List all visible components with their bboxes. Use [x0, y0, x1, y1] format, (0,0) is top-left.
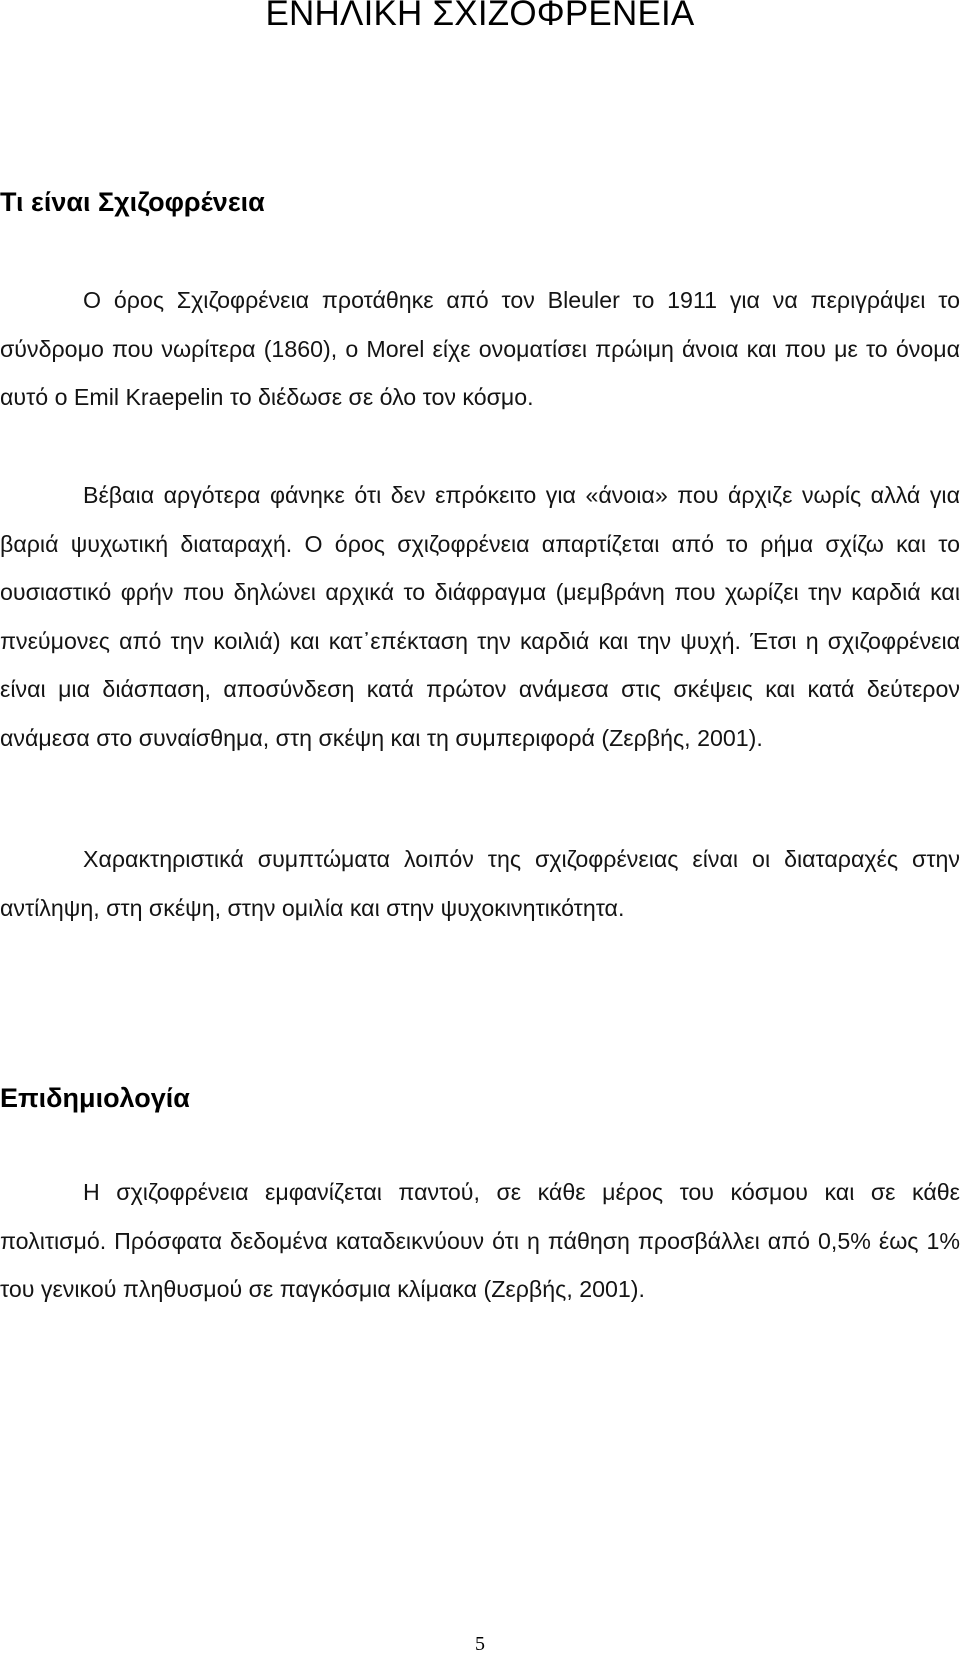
page-number: 5: [475, 1633, 485, 1655]
document-title: ΕΝΗΛΙΚΗ ΣΧΙΖΟΦΡΕΝΕΙΑ: [265, 0, 695, 33]
paragraph-definition-origin: Ο όρος Σχιζοφρένεια προτάθηκε από τον Bleuler το 1911 για να περιγράψει το σύνδρομο που νωρίτερα (1860), ο Morel είχε ονοματίσει πρώιμη άνοια και που με το όνομα αυτό ο Emil Kraepelin το διέδωσε σε όλο τον κόσμο.: [0, 287, 960, 411]
paragraph-epidemiology: Η σχιζοφρένεια εμφανίζεται παντού, σε κάθε μέρος του κόσμου και σε κάθε πολιτισμό. Πρόσφατα δεδομένα καταδεικνύουν ότι η πάθηση προσβάλλει από 0,5% έως 1% του γενικού πληθυσμού σε παγκόσμια κλίμακα (Ζερβής, 2001).: [0, 1179, 960, 1303]
paragraph-symptoms: Χαρακτηριστικά συμπτώματα λοιπόν της σχιζοφρένειας είναι οι διαταραχές στην αντίληψη, στη σκέψη, στην ομιλία και στην ψυχοκινητικότητα.: [0, 846, 960, 921]
section-heading-epidemiology: Επιδημιολογία: [0, 1083, 190, 1113]
paragraph-etymology: Βέβαια αργότερα φάνηκε ότι δεν επρόκειτο για «άνοια» που άρχιζε νωρίς αλλά για βαριά ψυχωτική διαταραχή. Ο όρος σχιζοφρένεια απαρτίζεται από το ρήμα σχίζω και το ουσιαστικό φρήν που δηλώνει αρχικά το διάφραγμα (μεμβράνη που χωρίζει την καρδιά και πνεύμονες από την κοιλιά) και κατ᾽επέκταση την καρδιά και την ψυχή. Έτσι η σχιζοφρένεια είναι μια διάσπαση, αποσύνδεση κατά πρώτον ανάμεσα στις σκέψεις και κατά δεύτερον ανάμεσα στο συναίσθημα, στη σκέψη και τη συμπεριφορά (Ζερβής, 2001).: [0, 482, 960, 751]
section-heading-what-is-schizophrenia: Τι είναι Σχιζοφρένεια: [0, 187, 265, 217]
